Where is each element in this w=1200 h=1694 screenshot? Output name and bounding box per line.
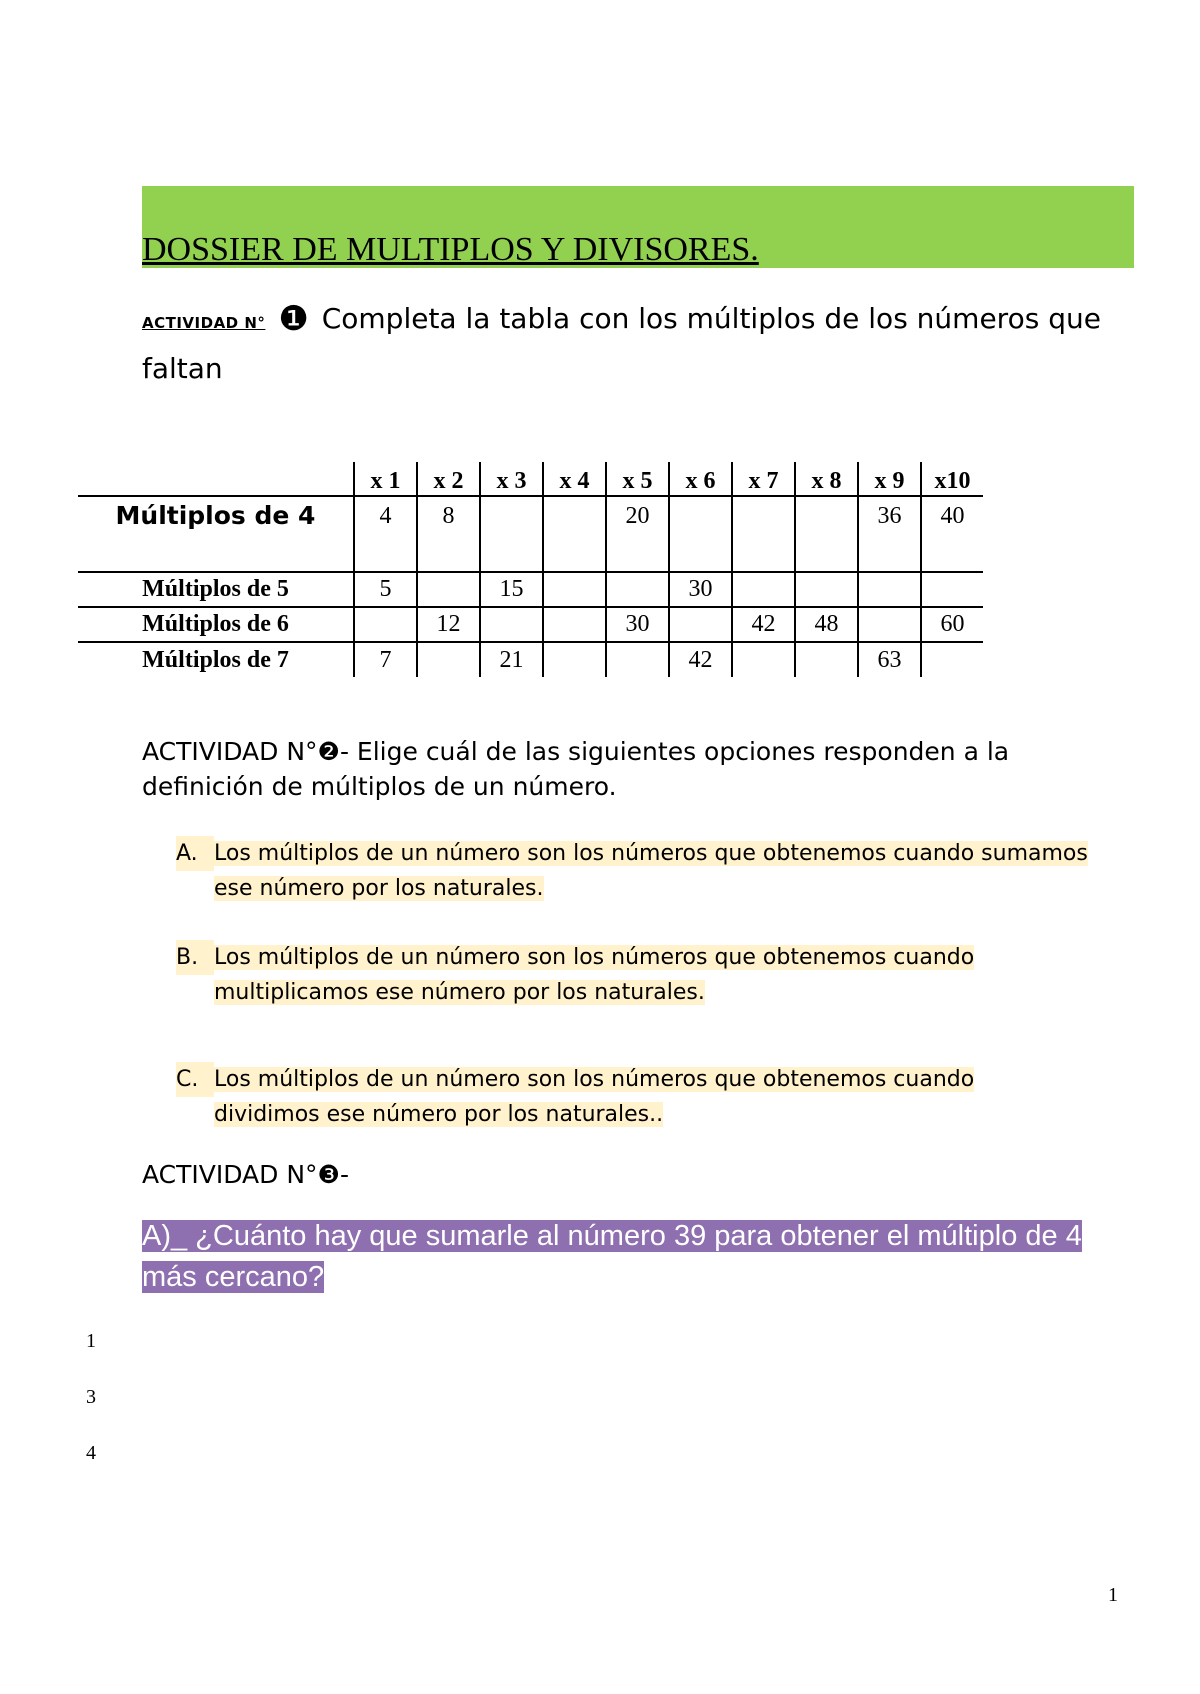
table-row [78, 607, 983, 642]
option-text: ese número por los naturales. [214, 876, 544, 901]
table-cell: 63 [858, 642, 921, 677]
activity1-number: ❶ [278, 299, 309, 339]
table-cell [921, 572, 983, 607]
table-row [78, 496, 983, 572]
table-cell [732, 572, 795, 607]
table-cell [354, 607, 417, 642]
table-header: x 7 [732, 462, 795, 496]
table-header: x 6 [669, 462, 732, 496]
table-cell: 42 [669, 642, 732, 677]
table-cell [543, 496, 606, 572]
title-banner [142, 186, 1134, 268]
page-number: 1 [1108, 1584, 1118, 1606]
table-cell [732, 496, 795, 572]
table-cell [480, 607, 543, 642]
table-header-row [78, 462, 983, 496]
table-cell: 48 [795, 607, 858, 642]
table-header: x 4 [543, 462, 606, 496]
table-cell [480, 496, 543, 572]
table-cell: 4 [354, 496, 417, 572]
table-cell: 12 [417, 607, 480, 642]
table-header: x 2 [417, 462, 480, 496]
row-label: Múltiplos de 7 [142, 646, 289, 673]
option-text: Los múltiplos de un número son los números que obtenemos cuando [214, 945, 975, 970]
activity3-question [142, 1216, 1132, 1298]
table-cell [669, 607, 732, 642]
option-b [176, 940, 974, 1010]
table-cell: 20 [606, 496, 669, 572]
table-cell: 15 [480, 572, 543, 607]
table-corner [78, 462, 354, 496]
table-cell [417, 572, 480, 607]
table-cell: 30 [606, 607, 669, 642]
table-cell [795, 572, 858, 607]
table-cell: 8 [417, 496, 480, 572]
document-title: DOSSIER DE MULTIPLOS Y DIVISORES. [142, 230, 759, 268]
multiples-table [78, 462, 983, 677]
table-cell [858, 572, 921, 607]
table-cell: 21 [480, 642, 543, 677]
table-cell [417, 642, 480, 677]
option-text: Los múltiplos de un número son los números que obtenemos cuando sumamos [214, 841, 1088, 866]
table-cell: 42 [732, 607, 795, 642]
table-header: x 8 [795, 462, 858, 496]
table-cell [543, 607, 606, 642]
table-cell [795, 642, 858, 677]
row-label: Múltiplos de 4 [78, 496, 354, 572]
question-text: A)_ ¿Cuánto hay que sumarle al número 39 para obtener el múltiplo de 4 más cercano? [142, 1220, 1082, 1293]
table-row [78, 642, 983, 677]
table-cell [795, 496, 858, 572]
option-text: multiplicamos ese número por los naturales. [214, 980, 705, 1005]
table-cell: 30 [669, 572, 732, 607]
table-cell [606, 572, 669, 607]
table-cell: 36 [858, 496, 921, 572]
option-letter: B. [176, 940, 214, 975]
table-header: x10 [921, 462, 983, 496]
table-cell: 5 [354, 572, 417, 607]
option-text: dividimos ese número por los naturales.. [214, 1102, 664, 1127]
activity1-heading [142, 296, 1122, 391]
table-header: x 9 [858, 462, 921, 496]
table-cell [669, 496, 732, 572]
table-cell [606, 642, 669, 677]
table-header: x 3 [480, 462, 543, 496]
table-cell [858, 607, 921, 642]
table-header: x 1 [354, 462, 417, 496]
option-c [176, 1062, 974, 1132]
row-label: Múltiplos de 5 [78, 572, 354, 607]
side-number: 1 [86, 1330, 96, 1352]
side-number: 3 [86, 1386, 96, 1408]
row-label: Múltiplos de 6 [78, 607, 354, 642]
option-text: Los múltiplos de un número son los números que obtenemos cuando [214, 1067, 975, 1092]
option-a [176, 836, 1088, 906]
table-cell [543, 572, 606, 607]
table-cell: 60 [921, 607, 983, 642]
table-cell: 40 [921, 496, 983, 572]
activity1-label: ACTIVIDAD N° [142, 314, 266, 332]
option-letter: C. [176, 1062, 214, 1097]
side-number: 4 [86, 1442, 96, 1464]
table-cell [543, 642, 606, 677]
table-row [78, 572, 983, 607]
table-cell [732, 642, 795, 677]
activity2-heading: ACTIVIDAD N°❷- Elige cuál de las siguientes opciones responden a la definición de múltiplos de un número. [142, 737, 1010, 801]
activity1-instruction: Completa la tabla con los múltiplos de los números que faltan [142, 302, 1101, 385]
table-header: x 5 [606, 462, 669, 496]
activity3-heading: ACTIVIDAD N°❸- [142, 1160, 349, 1189]
table-cell [921, 642, 983, 677]
option-letter: A. [176, 836, 214, 871]
table-cell: 7 [354, 642, 417, 677]
